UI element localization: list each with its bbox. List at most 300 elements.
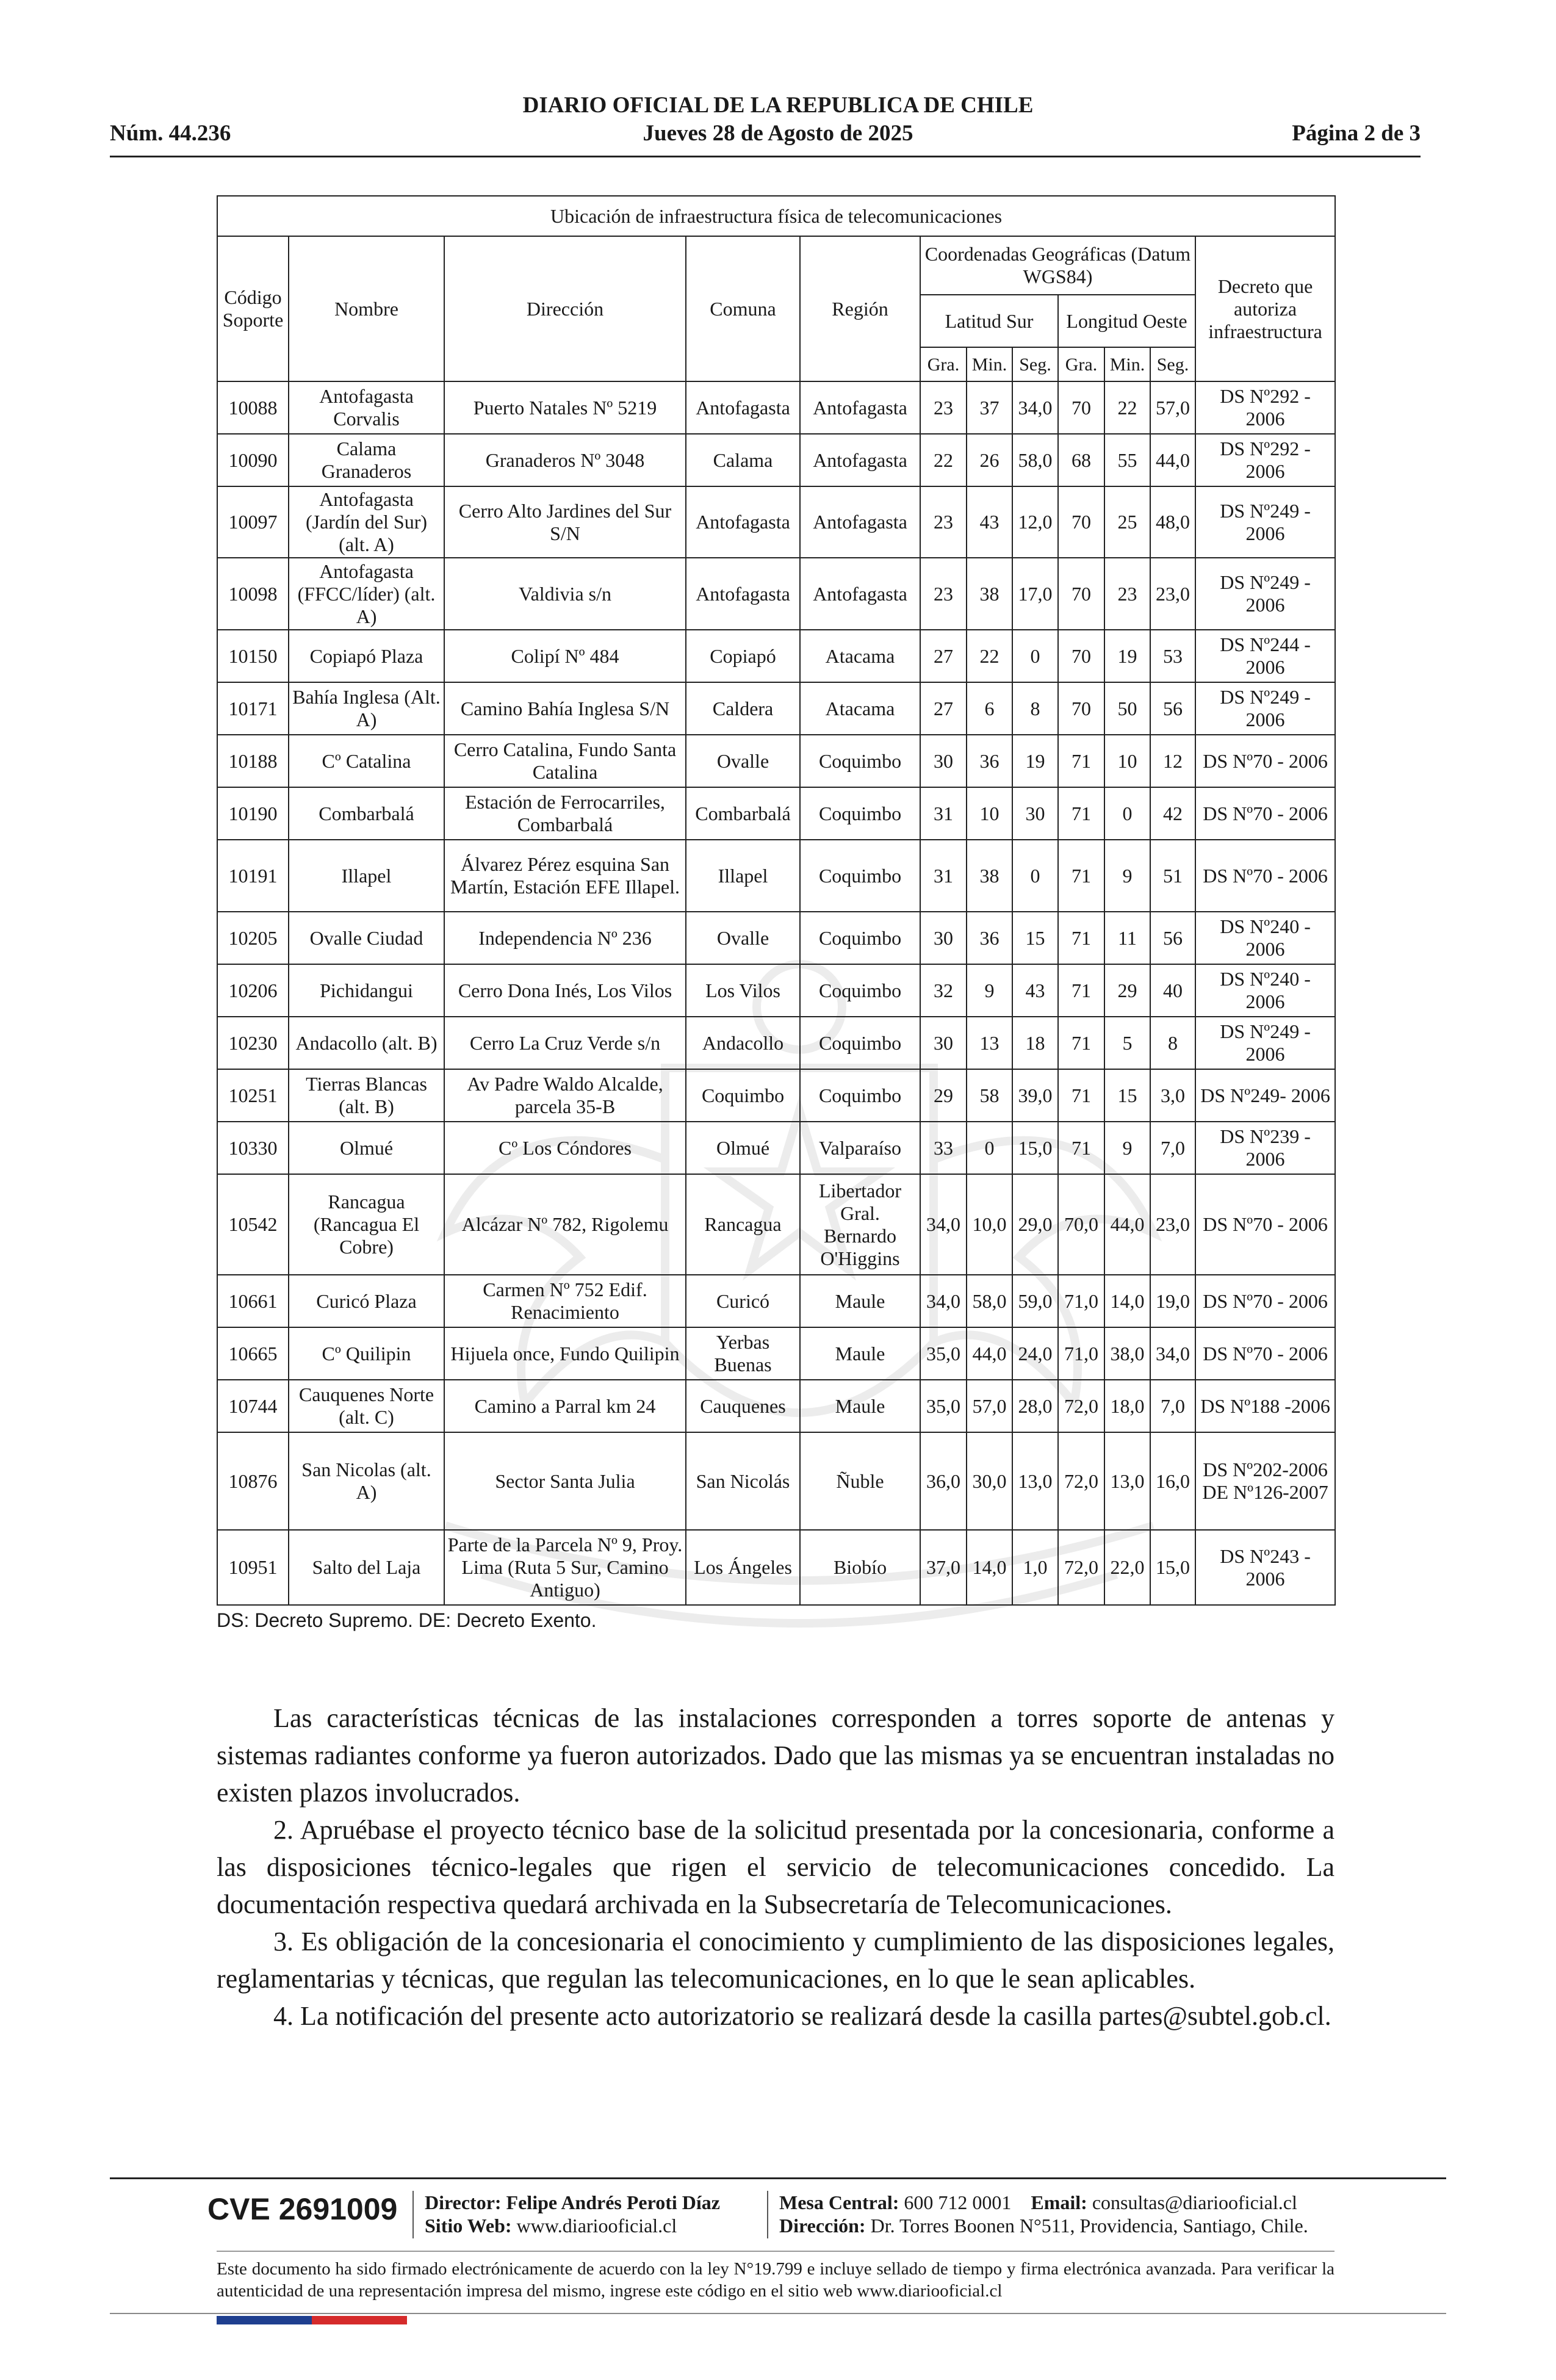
cell-codigo: 10090 [217, 434, 289, 486]
cell-lat-m: 38 [967, 558, 1012, 630]
cell-lat-s: 0 [1012, 630, 1058, 682]
cell-direccion: Av Padre Waldo Alcalde, parcela 35-B [444, 1069, 686, 1122]
cell-lon-g: 71 [1058, 1122, 1104, 1174]
cell-decreto: DS Nº70 - 2006 [1195, 735, 1335, 787]
cell-decreto: DS Nº202-2006 DE Nº126-2007 [1195, 1432, 1335, 1530]
cell-lat-m: 22 [967, 630, 1012, 682]
cell-lon-g: 71,0 [1058, 1327, 1104, 1380]
director-label: Director: [425, 2191, 502, 2213]
cell-direccion: Camino a Parral km 24 [444, 1380, 686, 1432]
footer-divider-mid [217, 2251, 1334, 2252]
cell-comuna: Andacollo [686, 1017, 800, 1069]
cell-lon-g: 70 [1058, 381, 1104, 434]
cell-nombre: Cº Catalina [289, 735, 444, 787]
cell-region: Coquimbo [800, 787, 920, 840]
header-lon-gra: Gra. [1058, 347, 1104, 381]
publication-date: Jueves 28 de Agosto de 2025 [643, 121, 913, 146]
cell-region: Antofagasta [800, 381, 920, 434]
header-region: Región [800, 236, 920, 381]
flag-stripe [217, 2316, 407, 2324]
cell-decreto: DS Nº292 - 2006 [1195, 434, 1335, 486]
cell-lon-m: 15 [1104, 1069, 1150, 1122]
cell-decreto: DS Nº249 - 2006 [1195, 486, 1335, 558]
cell-lat-g: 23 [920, 558, 967, 630]
cell-codigo: 10097 [217, 486, 289, 558]
cell-decreto: DS Nº292 - 2006 [1195, 381, 1335, 434]
cell-lon-m: 18,0 [1104, 1380, 1150, 1432]
cell-lon-s: 34,0 [1150, 1327, 1195, 1380]
cell-region: Antofagasta [800, 558, 920, 630]
cell-nombre: Curicó Plaza [289, 1275, 444, 1327]
cell-decreto: DS Nº249 - 2006 [1195, 558, 1335, 630]
cell-nombre: Bahía Inglesa (Alt. A) [289, 682, 444, 735]
cell-comuna: Curicó [686, 1275, 800, 1327]
cell-nombre: Calama Granaderos [289, 434, 444, 486]
cell-comuna: Combarbalá [686, 787, 800, 840]
cell-direccion: Granaderos Nº 3048 [444, 434, 686, 486]
table-row [217, 1380, 1335, 1432]
cell-codigo: 10205 [217, 912, 289, 964]
cell-lon-m: 23 [1104, 558, 1150, 630]
cell-lon-m: 38,0 [1104, 1327, 1150, 1380]
footer-contact-block [779, 2191, 1308, 2237]
cell-region: Maule [800, 1327, 920, 1380]
cell-nombre: Andacollo (alt. B) [289, 1017, 444, 1069]
cell-lon-s: 19,0 [1150, 1275, 1195, 1327]
cell-codigo: 10188 [217, 735, 289, 787]
cell-comuna: Cauquenes [686, 1380, 800, 1432]
header-decreto: Decreto que autoriza infraestructura [1195, 236, 1335, 381]
cell-decreto: DS Nº249 - 2006 [1195, 1017, 1335, 1069]
body-text [217, 1700, 1334, 2035]
cell-nombre: Cº Quilipin [289, 1327, 444, 1380]
cell-direccion: Cerro Catalina, Fundo Santa Catalina [444, 735, 686, 787]
cell-nombre: Antofagasta Corvalis [289, 381, 444, 434]
cell-direccion: Camino Bahía Inglesa S/N [444, 682, 686, 735]
cell-lon-g: 71 [1058, 840, 1104, 912]
cell-region: Coquimbo [800, 1069, 920, 1122]
table-row [217, 1017, 1335, 1069]
cell-lon-m: 29 [1104, 964, 1150, 1017]
table-footnote: DS: Decreto Supremo. DE: Decreto Exento. [217, 1609, 597, 1631]
cell-nombre: Tierras Blancas (alt. B) [289, 1069, 444, 1122]
cell-decreto: DS Nº70 - 2006 [1195, 1275, 1335, 1327]
cell-lon-s: 7,0 [1150, 1122, 1195, 1174]
cell-lat-s: 15 [1012, 912, 1058, 964]
cell-decreto: DS Nº244 - 2006 [1195, 630, 1335, 682]
header-lat-min: Min. [967, 347, 1012, 381]
cell-lon-m: 55 [1104, 434, 1150, 486]
cell-comuna: Olmué [686, 1122, 800, 1174]
cell-lat-s: 17,0 [1012, 558, 1058, 630]
cell-codigo: 10876 [217, 1432, 289, 1530]
cell-decreto: DS Nº249- 2006 [1195, 1069, 1335, 1122]
cell-region: Atacama [800, 682, 920, 735]
cell-codigo: 10661 [217, 1275, 289, 1327]
web-link[interactable]: www.diariooficial.cl [516, 2215, 677, 2237]
table-row [217, 486, 1335, 558]
cell-codigo: 10190 [217, 787, 289, 840]
cell-lon-s: 16,0 [1150, 1432, 1195, 1530]
cell-lat-m: 10,0 [967, 1174, 1012, 1275]
footer-director-block [425, 2191, 720, 2237]
cell-lon-m: 13,0 [1104, 1432, 1150, 1530]
cell-lon-m: 44,0 [1104, 1174, 1150, 1275]
cell-lon-s: 23,0 [1150, 558, 1195, 630]
cell-lon-m: 25 [1104, 486, 1150, 558]
cell-lat-g: 31 [920, 787, 967, 840]
cell-lon-g: 71,0 [1058, 1275, 1104, 1327]
cell-decreto: DS Nº70 - 2006 [1195, 840, 1335, 912]
cell-direccion: Álvarez Pérez esquina San Martín, Estación EFE Illapel. [444, 840, 686, 912]
cell-lat-m: 36 [967, 735, 1012, 787]
cell-nombre: Antofagasta (FFCC/líder) (alt. A) [289, 558, 444, 630]
cell-nombre: Rancagua (Rancagua El Cobre) [289, 1174, 444, 1275]
cell-lon-s: 56 [1150, 912, 1195, 964]
cell-lat-m: 0 [967, 1122, 1012, 1174]
cell-codigo: 10206 [217, 964, 289, 1017]
table-row [217, 381, 1335, 434]
cell-lon-g: 70,0 [1058, 1174, 1104, 1275]
cell-decreto: DS Nº243 - 2006 [1195, 1530, 1335, 1605]
cell-region: Maule [800, 1275, 920, 1327]
cell-decreto: DS Nº240 - 2006 [1195, 964, 1335, 1017]
cell-lat-m: 43 [967, 486, 1012, 558]
cell-lat-m: 6 [967, 682, 1012, 735]
cell-comuna: Coquimbo [686, 1069, 800, 1122]
cell-lat-g: 35,0 [920, 1380, 967, 1432]
cell-lat-g: 30 [920, 735, 967, 787]
cell-codigo: 10330 [217, 1122, 289, 1174]
cell-lat-s: 19 [1012, 735, 1058, 787]
cell-codigo: 10542 [217, 1174, 289, 1275]
infrastructure-table [217, 195, 1336, 1606]
cell-lon-g: 71 [1058, 1069, 1104, 1122]
table-row [217, 434, 1335, 486]
header-lat-seg: Seg. [1012, 347, 1058, 381]
cell-lat-m: 58,0 [967, 1275, 1012, 1327]
header-lon-min: Min. [1104, 347, 1150, 381]
cell-lon-g: 72,0 [1058, 1432, 1104, 1530]
cell-lon-s: 57,0 [1150, 381, 1195, 434]
cell-lat-s: 43 [1012, 964, 1058, 1017]
cell-direccion: Colipí Nº 484 [444, 630, 686, 682]
cell-region: Ñuble [800, 1432, 920, 1530]
cell-lat-m: 38 [967, 840, 1012, 912]
cell-nombre: Illapel [289, 840, 444, 912]
cell-lat-s: 0 [1012, 840, 1058, 912]
cell-codigo: 10230 [217, 1017, 289, 1069]
cell-codigo: 10951 [217, 1530, 289, 1605]
cell-lon-s: 3,0 [1150, 1069, 1195, 1122]
cell-lon-m: 0 [1104, 787, 1150, 840]
cell-direccion: Alcázar Nº 782, Rigolemu [444, 1174, 686, 1275]
header-divider [110, 156, 1421, 157]
cell-lat-m: 30,0 [967, 1432, 1012, 1530]
cell-lat-g: 27 [920, 682, 967, 735]
web-label: Sitio Web: [425, 2215, 512, 2237]
cell-lat-g: 31 [920, 840, 967, 912]
cell-direccion: Valdivia s/n [444, 558, 686, 630]
cell-region: Coquimbo [800, 840, 920, 912]
table-row [217, 1432, 1335, 1530]
table-title: Ubicación de infraestructura física de telecomunicaciones [217, 196, 1335, 236]
paragraph-3: 3. Es obligación de la concesionaria el conocimiento y cumplimiento de las disposiciones legales, reglamentarias y técnicas, que regulan las telecomunicaciones, en lo que le sean aplicables. [217, 1927, 1334, 1994]
cell-direccion: Cº Los Cóndores [444, 1122, 686, 1174]
footer-divider-bottom [110, 2313, 1446, 2314]
mesa-phone: 600 712 0001 [904, 2191, 1012, 2213]
cell-lat-s: 29,0 [1012, 1174, 1058, 1275]
cell-region: Atacama [800, 630, 920, 682]
cell-comuna: Ovalle [686, 735, 800, 787]
cell-lat-g: 23 [920, 381, 967, 434]
paragraph-4: 4. La notificación del presente acto autorizatorio se realizará desde la casilla partes@subtel.gob.cl. [273, 2001, 1331, 2031]
cell-lat-s: 34,0 [1012, 381, 1058, 434]
cell-lat-g: 35,0 [920, 1327, 967, 1380]
cell-region: Libertador Gral. Bernardo O'Higgins [800, 1174, 920, 1275]
cell-lon-m: 50 [1104, 682, 1150, 735]
footer-separator [412, 2191, 414, 2238]
cell-direccion: Estación de Ferrocarriles, Combarbalá [444, 787, 686, 840]
cell-lat-m: 37 [967, 381, 1012, 434]
cell-lon-s: 48,0 [1150, 486, 1195, 558]
cell-lon-m: 10 [1104, 735, 1150, 787]
cell-lat-s: 12,0 [1012, 486, 1058, 558]
cell-lat-g: 30 [920, 1017, 967, 1069]
cell-direccion: Parte de la Parcela Nº 9, Proy. Lima (Ruta 5 Sur, Camino Antiguo) [444, 1530, 686, 1605]
cell-lat-s: 8 [1012, 682, 1058, 735]
cell-lon-g: 72,0 [1058, 1380, 1104, 1432]
cell-direccion: Cerro Alto Jardines del Sur S/N [444, 486, 686, 558]
table-row [217, 558, 1335, 630]
cell-lat-s: 58,0 [1012, 434, 1058, 486]
cell-lat-m: 36 [967, 912, 1012, 964]
table-row [217, 1122, 1335, 1174]
cell-lat-g: 27 [920, 630, 967, 682]
cell-lat-g: 29 [920, 1069, 967, 1122]
publication-title: DIARIO OFICIAL DE LA REPUBLICA DE CHILE [522, 93, 1034, 118]
header-longitud: Longitud Oeste [1058, 295, 1195, 347]
cell-decreto: DS Nº70 - 2006 [1195, 787, 1335, 840]
cell-lat-s: 15,0 [1012, 1122, 1058, 1174]
cell-region: Biobío [800, 1530, 920, 1605]
cell-lat-g: 34,0 [920, 1275, 967, 1327]
director-name: Felipe Andrés Peroti Díaz [506, 2191, 720, 2213]
cell-decreto: DS Nº70 - 2006 [1195, 1174, 1335, 1275]
cell-codigo: 10088 [217, 381, 289, 434]
paragraph-1: Las características técnicas de las instalaciones corresponden a torres soporte de antenas y sistemas radiantes conforme ya fueron autorizados. Dado que las mismas ya se encuentran instaladas no existen plazos involucrados. [217, 1703, 1334, 1808]
cve-code: CVE 2691009 [207, 2192, 398, 2226]
cell-codigo: 10098 [217, 558, 289, 630]
cell-lon-m: 22 [1104, 381, 1150, 434]
cell-lat-s: 13,0 [1012, 1432, 1058, 1530]
cell-nombre: San Nicolas (alt. A) [289, 1432, 444, 1530]
cell-direccion: Cerro Dona Inés, Los Vilos [444, 964, 686, 1017]
cell-codigo: 10251 [217, 1069, 289, 1122]
cell-decreto: DS Nº70 - 2006 [1195, 1327, 1335, 1380]
table-row [217, 912, 1335, 964]
cell-lat-g: 22 [920, 434, 967, 486]
cell-region: Coquimbo [800, 912, 920, 964]
cell-comuna: Calama [686, 434, 800, 486]
table-row [217, 735, 1335, 787]
footer-separator [767, 2191, 768, 2238]
cell-decreto: DS Nº249 - 2006 [1195, 682, 1335, 735]
email-link[interactable]: consultas@diariooficial.cl [1092, 2191, 1297, 2213]
cell-direccion: Puerto Natales Nº 5219 [444, 381, 686, 434]
cell-lon-s: 40 [1150, 964, 1195, 1017]
cell-lat-g: 23 [920, 486, 967, 558]
cell-lat-s: 28,0 [1012, 1380, 1058, 1432]
cell-nombre: Cauquenes Norte (alt. C) [289, 1380, 444, 1432]
cell-comuna: Illapel [686, 840, 800, 912]
paragraph-2: 2. Apruébase el proyecto técnico base de la solicitud presentada por la concesionaria, conforme a las disposiciones técnico-legales que rigen el servicio de telecomunicaciones concedido. La documentación respectiva quedará archivada en la Subsecretaría de Telecomunicaciones. [217, 1815, 1334, 1919]
cell-direccion: Cerro La Cruz Verde s/n [444, 1017, 686, 1069]
cell-lon-m: 9 [1104, 840, 1150, 912]
cell-nombre: Salto del Laja [289, 1530, 444, 1605]
cell-lon-g: 71 [1058, 964, 1104, 1017]
cell-lat-m: 58 [967, 1069, 1012, 1122]
cell-direccion: Sector Santa Julia [444, 1432, 686, 1530]
cell-lat-g: 30 [920, 912, 967, 964]
header-latitud: Latitud Sur [920, 295, 1058, 347]
header-lon-seg: Seg. [1150, 347, 1195, 381]
cell-lon-m: 22,0 [1104, 1530, 1150, 1605]
cell-lon-m: 11 [1104, 912, 1150, 964]
header-lat-gra: Gra. [920, 347, 967, 381]
cell-nombre: Copiapó Plaza [289, 630, 444, 682]
cell-comuna: Yerbas Buenas [686, 1327, 800, 1380]
cell-lon-g: 70 [1058, 558, 1104, 630]
cell-lon-s: 56 [1150, 682, 1195, 735]
cell-lat-m: 9 [967, 964, 1012, 1017]
table-row [217, 1069, 1335, 1122]
cell-region: Maule [800, 1380, 920, 1432]
table-row [217, 787, 1335, 840]
cell-lon-s: 12 [1150, 735, 1195, 787]
cell-nombre: Olmué [289, 1122, 444, 1174]
cell-region: Coquimbo [800, 1017, 920, 1069]
cell-nombre: Antofagasta (Jardín del Sur) (alt. A) [289, 486, 444, 558]
footer-divider-top [110, 2177, 1446, 2179]
cell-lon-s: 8 [1150, 1017, 1195, 1069]
cell-lon-s: 15,0 [1150, 1530, 1195, 1605]
table-row [217, 682, 1335, 735]
cell-lat-m: 57,0 [967, 1380, 1012, 1432]
cell-lon-s: 53 [1150, 630, 1195, 682]
infrastructure-table-container [217, 195, 1334, 1632]
cell-lat-m: 13 [967, 1017, 1012, 1069]
cell-lat-m: 14,0 [967, 1530, 1012, 1605]
cell-lat-g: 32 [920, 964, 967, 1017]
cell-direccion: Independencia Nº 236 [444, 912, 686, 964]
cell-lon-s: 51 [1150, 840, 1195, 912]
cell-direccion: Carmen Nº 752 Edif. Renacimiento [444, 1275, 686, 1327]
cell-nombre: Pichidangui [289, 964, 444, 1017]
cell-lat-s: 39,0 [1012, 1069, 1058, 1122]
cell-nombre: Ovalle Ciudad [289, 912, 444, 964]
cell-lon-g: 72,0 [1058, 1530, 1104, 1605]
cell-comuna: Copiapó [686, 630, 800, 682]
cell-lat-s: 18 [1012, 1017, 1058, 1069]
table-body [217, 381, 1335, 1605]
cell-lon-g: 71 [1058, 1017, 1104, 1069]
table-row [217, 630, 1335, 682]
cell-comuna: Antofagasta [686, 558, 800, 630]
cell-comuna: Caldera [686, 682, 800, 735]
cell-lon-s: 7,0 [1150, 1380, 1195, 1432]
cell-comuna: Ovalle [686, 912, 800, 964]
table-row [217, 1174, 1335, 1275]
cell-lon-m: 9 [1104, 1122, 1150, 1174]
cell-comuna: Antofagasta [686, 486, 800, 558]
cell-lon-g: 71 [1058, 787, 1104, 840]
flag-blue-stripe [217, 2316, 312, 2324]
table-row [217, 964, 1335, 1017]
cell-lon-g: 70 [1058, 630, 1104, 682]
address-label: Dirección: [779, 2215, 866, 2237]
cell-comuna: Los Vilos [686, 964, 800, 1017]
cell-decreto: DS Nº239 - 2006 [1195, 1122, 1335, 1174]
header-codigo: Código Soporte [217, 236, 289, 381]
table-row [217, 1275, 1335, 1327]
cell-codigo: 10191 [217, 840, 289, 912]
page-number: Página 2 de 3 [1292, 121, 1421, 146]
cell-lat-s: 30 [1012, 787, 1058, 840]
cell-lat-g: 37,0 [920, 1530, 967, 1605]
cell-direccion: Hijuela once, Fundo Quilipin [444, 1327, 686, 1380]
header-comuna: Comuna [686, 236, 800, 381]
cell-lon-g: 68 [1058, 434, 1104, 486]
cell-lat-g: 34,0 [920, 1174, 967, 1275]
cell-lon-m: 19 [1104, 630, 1150, 682]
cell-region: Coquimbo [800, 735, 920, 787]
cell-lat-m: 44,0 [967, 1327, 1012, 1380]
cell-codigo: 10150 [217, 630, 289, 682]
cell-comuna: Los Ángeles [686, 1530, 800, 1605]
cell-lat-s: 1,0 [1012, 1530, 1058, 1605]
cell-lon-s: 42 [1150, 787, 1195, 840]
table-row [217, 1327, 1335, 1380]
cell-lat-s: 24,0 [1012, 1327, 1058, 1380]
cell-nombre: Combarbalá [289, 787, 444, 840]
cell-region: Valparaíso [800, 1122, 920, 1174]
cell-region: Antofagasta [800, 434, 920, 486]
cell-decreto: DS Nº240 - 2006 [1195, 912, 1335, 964]
header-coordenadas: Coordenadas Geográficas (Datum WGS84) [920, 236, 1195, 295]
email-label: Email: [1031, 2191, 1087, 2213]
cell-region: Coquimbo [800, 964, 920, 1017]
cell-lon-g: 71 [1058, 735, 1104, 787]
cell-comuna: San Nicolás [686, 1432, 800, 1530]
cell-lon-g: 70 [1058, 682, 1104, 735]
header-direccion: Dirección [444, 236, 686, 381]
cell-codigo: 10744 [217, 1380, 289, 1432]
cell-lat-g: 33 [920, 1122, 967, 1174]
table-row [217, 840, 1335, 912]
cell-comuna: Antofagasta [686, 381, 800, 434]
cell-decreto: DS Nº188 -2006 [1195, 1380, 1335, 1432]
cell-lon-m: 14,0 [1104, 1275, 1150, 1327]
cell-lon-s: 44,0 [1150, 434, 1195, 486]
cell-lon-g: 71 [1058, 912, 1104, 964]
cell-lon-s: 23,0 [1150, 1174, 1195, 1275]
legal-notice: Este documento ha sido firmado electrónicamente de acuerdo con la ley N°19.799 e incluye sellado de tiempo y firma electrónica avanzada. Para verificar la autenticidad de una representación impresa del mismo, ingrese este código en el sitio web www.diariooficial.cl [217, 2259, 1334, 2301]
flag-red-stripe [312, 2316, 407, 2324]
cell-region: Antofagasta [800, 486, 920, 558]
mesa-label: Mesa Central: [779, 2191, 899, 2213]
cell-codigo: 10665 [217, 1327, 289, 1380]
